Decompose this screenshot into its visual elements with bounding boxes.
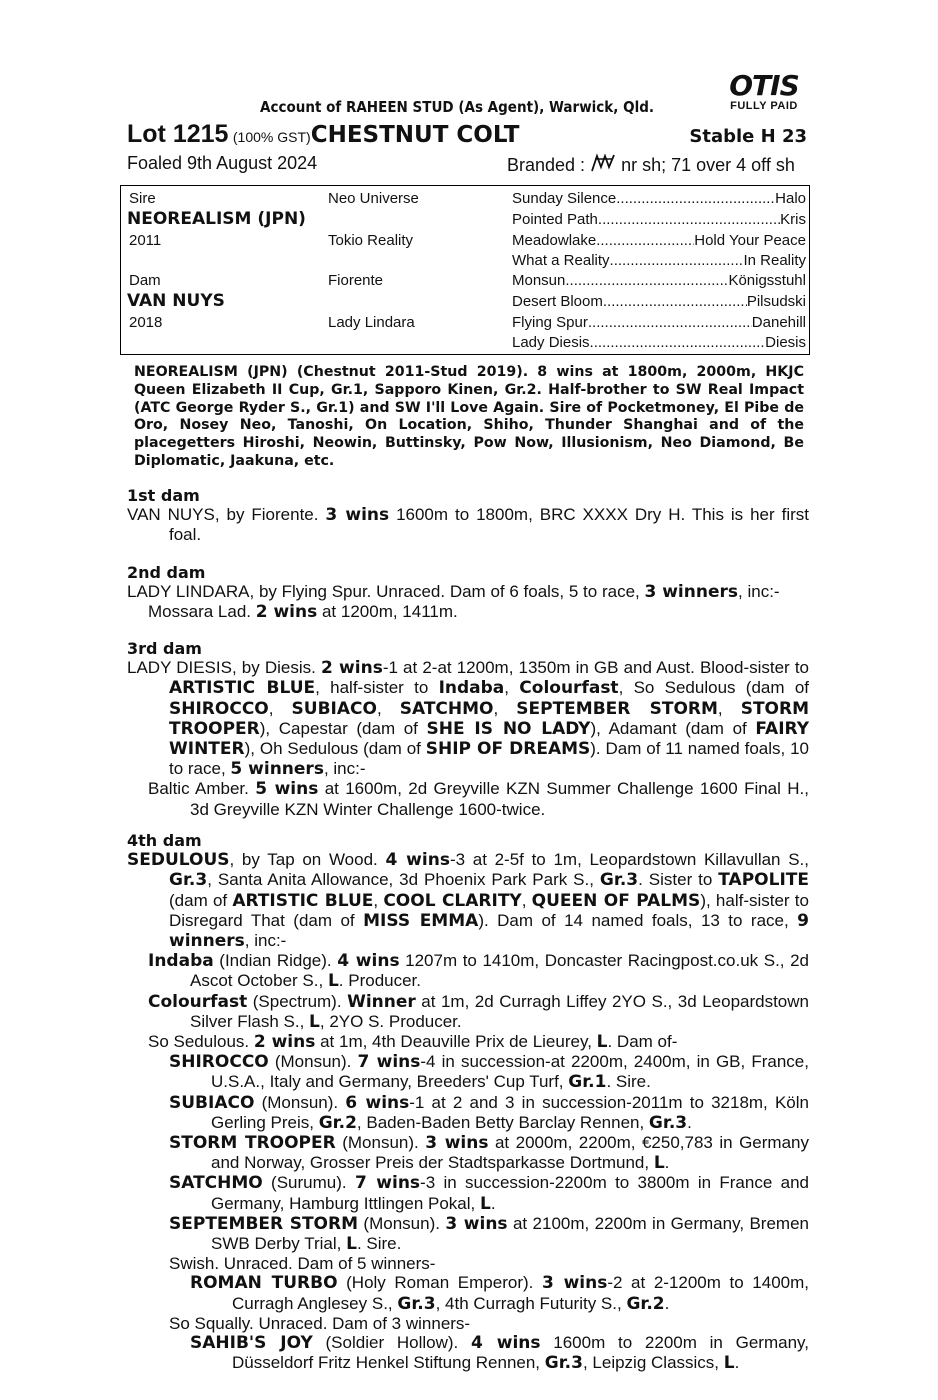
progeny-entry: SHIROCCO (Monsun). 7 wins-4 in succession-at 2200m, 2400m, in GB, France, U.S.A., Italy and Germany, Breeders' Cup Turf, Gr.1. Sire. [169,1052,809,1093]
stable-location: Stable H 23 [689,126,807,147]
sire-name: NEOREALISM (JPN) [127,209,306,229]
gd-right: Hold Your Peace [694,232,806,249]
sire-summary [134,364,804,471]
branded-text: nr sh; 71 over 4 off sh [621,155,795,175]
gd-right: Königsstuhl [728,272,806,289]
otis-logo [718,69,810,112]
vendor-account: Account of RAHEEN STUD (As Agent), Warwick, Qld. [260,98,655,116]
grandparents-row [512,334,806,352]
grandparents-row [512,232,806,250]
grandparents-row [512,252,806,270]
branded-label: Branded : [507,155,586,175]
grandparents-row [512,314,806,332]
dam-entry: LADY LINDARA, by Flying Spur. Unraced. Dam of 6 foals, 5 to race, 3 winners, inc:- [127,582,780,603]
first-dam-section [127,486,809,545]
grandparents-row [512,293,806,311]
gd-right: Pilsudski [746,293,806,310]
dam-entry: VAN NUYS, by Fiorente. 3 wins 1600m to 1800m, BRC XXXX Dry H. This is her first foal. [127,505,809,545]
gst-note: (100% GST) [232,129,311,145]
gd-left: Desert Bloom [512,293,603,310]
progeny-entry: Swish. Unraced. Dam of 5 winners- [169,1254,436,1274]
gd-left: Pointed Path [512,211,598,228]
gd-left: Monsun [512,272,566,289]
progeny-entry: Indaba (Indian Ridge). 4 wins 1207m to 1410m, Doncaster Racingpost.co.uk S., 2d Ascot October S., L. Producer. [148,951,809,992]
gd-right: Halo [775,190,806,207]
section-heading: 3rd dam [127,639,202,658]
progeny-entry: Colourfast (Spectrum). Winner at 1m, 2d Curragh Liffey 2YO S., 3d Leopardstown Silver Flash S., L, 2YO S. Producer. [148,991,809,1032]
gd-left: Sunday Silence [512,190,617,207]
dam-of-dam: Lady Lindara [328,314,415,331]
grandparents-row [512,272,806,290]
progeny-entry: SEPTEMBER STORM (Monsun). 3 wins at 2100m, 2200m in Germany, Bremen SWB Derby Trial, L. Sire. [169,1213,809,1255]
progeny-entry: ROMAN TURBO (Holy Roman Emperor). 3 wins-2 at 2-1200m to 1400m, Curragh Anglesey S., Gr.3, 4th Curragh Futurity S., Gr.2. [190,1273,809,1314]
section-heading: 4th dam [127,831,202,850]
progeny-entry: So Sedulous. 2 wins at 1m, 4th Deauville Prix de Lieurey, L. Dam of- [148,1032,678,1053]
grandparents-row [512,211,806,229]
gd-right: Diesis [765,334,806,351]
progeny-entry: So Squally. Unraced. Dam of 3 winners- [169,1313,471,1333]
third-dam-section [127,639,809,819]
gd-left: Lady Diesis [512,334,590,351]
brand-info [507,153,795,178]
fourth-dam-section [127,831,809,1373]
progeny-entry: Baltic Amber. 5 wins at 1600m, 2d Greyville KZN Summer Challenge 1600 Final H., 3d Greyville KZN Winter Challenge 1600-twice. [148,779,809,819]
dam-label: Dam [129,272,161,289]
section-heading: 2nd dam [127,563,206,582]
gd-right: Kris [780,211,806,228]
sire-year: 2011 [129,232,162,249]
pedigree-table [120,185,810,355]
progeny-entry: SAHIB'S JOY (Soldier Hollow). 4 wins 1600m to 2200m in Germany, Düsseldorf Fritz Henkel Stiftung Rennen, Gr.3, Leipzig Classics, L. [190,1333,809,1374]
lot-number: Lot 1215 [127,120,229,148]
gd-left: Flying Spur [512,314,588,331]
sire-of-sire: Neo Universe [328,190,419,207]
gd-right: In Reality [743,252,806,269]
progeny-entry: Mossara Lad. 2 wins at 1200m, 1411m. [148,602,458,623]
horse-description: CHESTNUT COLT [310,122,520,148]
lot-heading [127,120,519,149]
dam-entry: SEDULOUS, by Tap on Wood. 4 wins-3 at 2-5f to 1m, Leopardstown Killavullan S., Gr.3, Santa Anita Allowance, 3d Phoenix Park Park S., Gr.3. Sister to TAPOLITE (dam of ARTISTIC BLUE, COOL CLARITY, QUEEN OF PALMS), half-sister to Disregard That (dam of MISS EMMA). Dam of 14 named foals, 13 to race, 9 winners, inc:- [127,850,809,952]
logo-mark: OTIS [729,69,799,102]
gd-right: Danehill [751,314,806,331]
gd-left: What a Reality [512,252,610,269]
foaled-date: Foaled 9th August 2024 [127,153,318,173]
gd-left: Meadowlake [512,232,597,249]
dam-year: 2018 [129,314,163,331]
progeny-entry: SATCHMO (Surumu). 7 wins-3 in succession-2200m to 3800m in France and Germany, Hamburg Ittlingen Pokal, L. [169,1173,809,1214]
sire-of-dam: Fiorente [328,272,384,289]
second-dam-section [127,563,809,623]
progeny-entry: SUBIACO (Monsun). 6 wins-1 at 2 and 3 in succession-2011m to 3218m, Köln Gerling Preis, Gr.2, Baden-Baden Betty Barclay Rennen, Gr.3. [169,1092,809,1133]
sire-label: Sire [129,190,156,207]
section-heading: 1st dam [127,486,200,505]
logo-subtitle: FULLY PAID [730,100,798,112]
sire-summary-text: NEOREALISM (JPN) (Chestnut 2011-Stud 2019). 8 wins at 1800m, 2000m, HKJC Queen Elizabeth II Cup, Gr.1, Sapporo Kinen, Gr.2. Half-brother to SW Real Impact (ATC George Ryder S., Gr.1) and SW I'll Love Again. Sire of Pocketmoney, El Pibe de Oro, Nosey Neo, Tanoshi, On Location, Shiho, Thunder Shanghai and of the placegetters Hiroshi, Neowin, Buttinsky, Pow Now, Illusionism, Neo Diamond, Be Diplomatic, Jaakuna, etc. [134,364,804,469]
dam-entry: LADY DIESIS, by Diesis. 2 wins-1 at 2-at 1200m, 1350m in GB and Aust. Blood-sister to ARTISTIC BLUE, half-sister to Indaba, Colourfast, So Sedulous (dam of SHIROCCO, SUBIACO, SATCHMO, SEPTEMBER STORM, STORM TROOPER), Capestar (dam of SHE IS NO LADY), Adamant (dam of FAIRY WINTER), Oh Sedulous (dam of SHIP OF DREAMS). Dam of 11 named foals, 10 to race, 5 winners, inc:- [127,658,810,780]
dam-name: VAN NUYS [127,291,225,311]
dam-of-sire: Tokio Reality [328,232,414,249]
grandparents-row [512,190,806,208]
progeny-entry: STORM TROOPER (Monsun). 3 wins at 2000m, 2200m, €250,783 in Germany and Norway, Grosser Preis der Stadtsparkasse Dortmund, L. [169,1133,809,1174]
brand-mark-icon [590,153,616,178]
